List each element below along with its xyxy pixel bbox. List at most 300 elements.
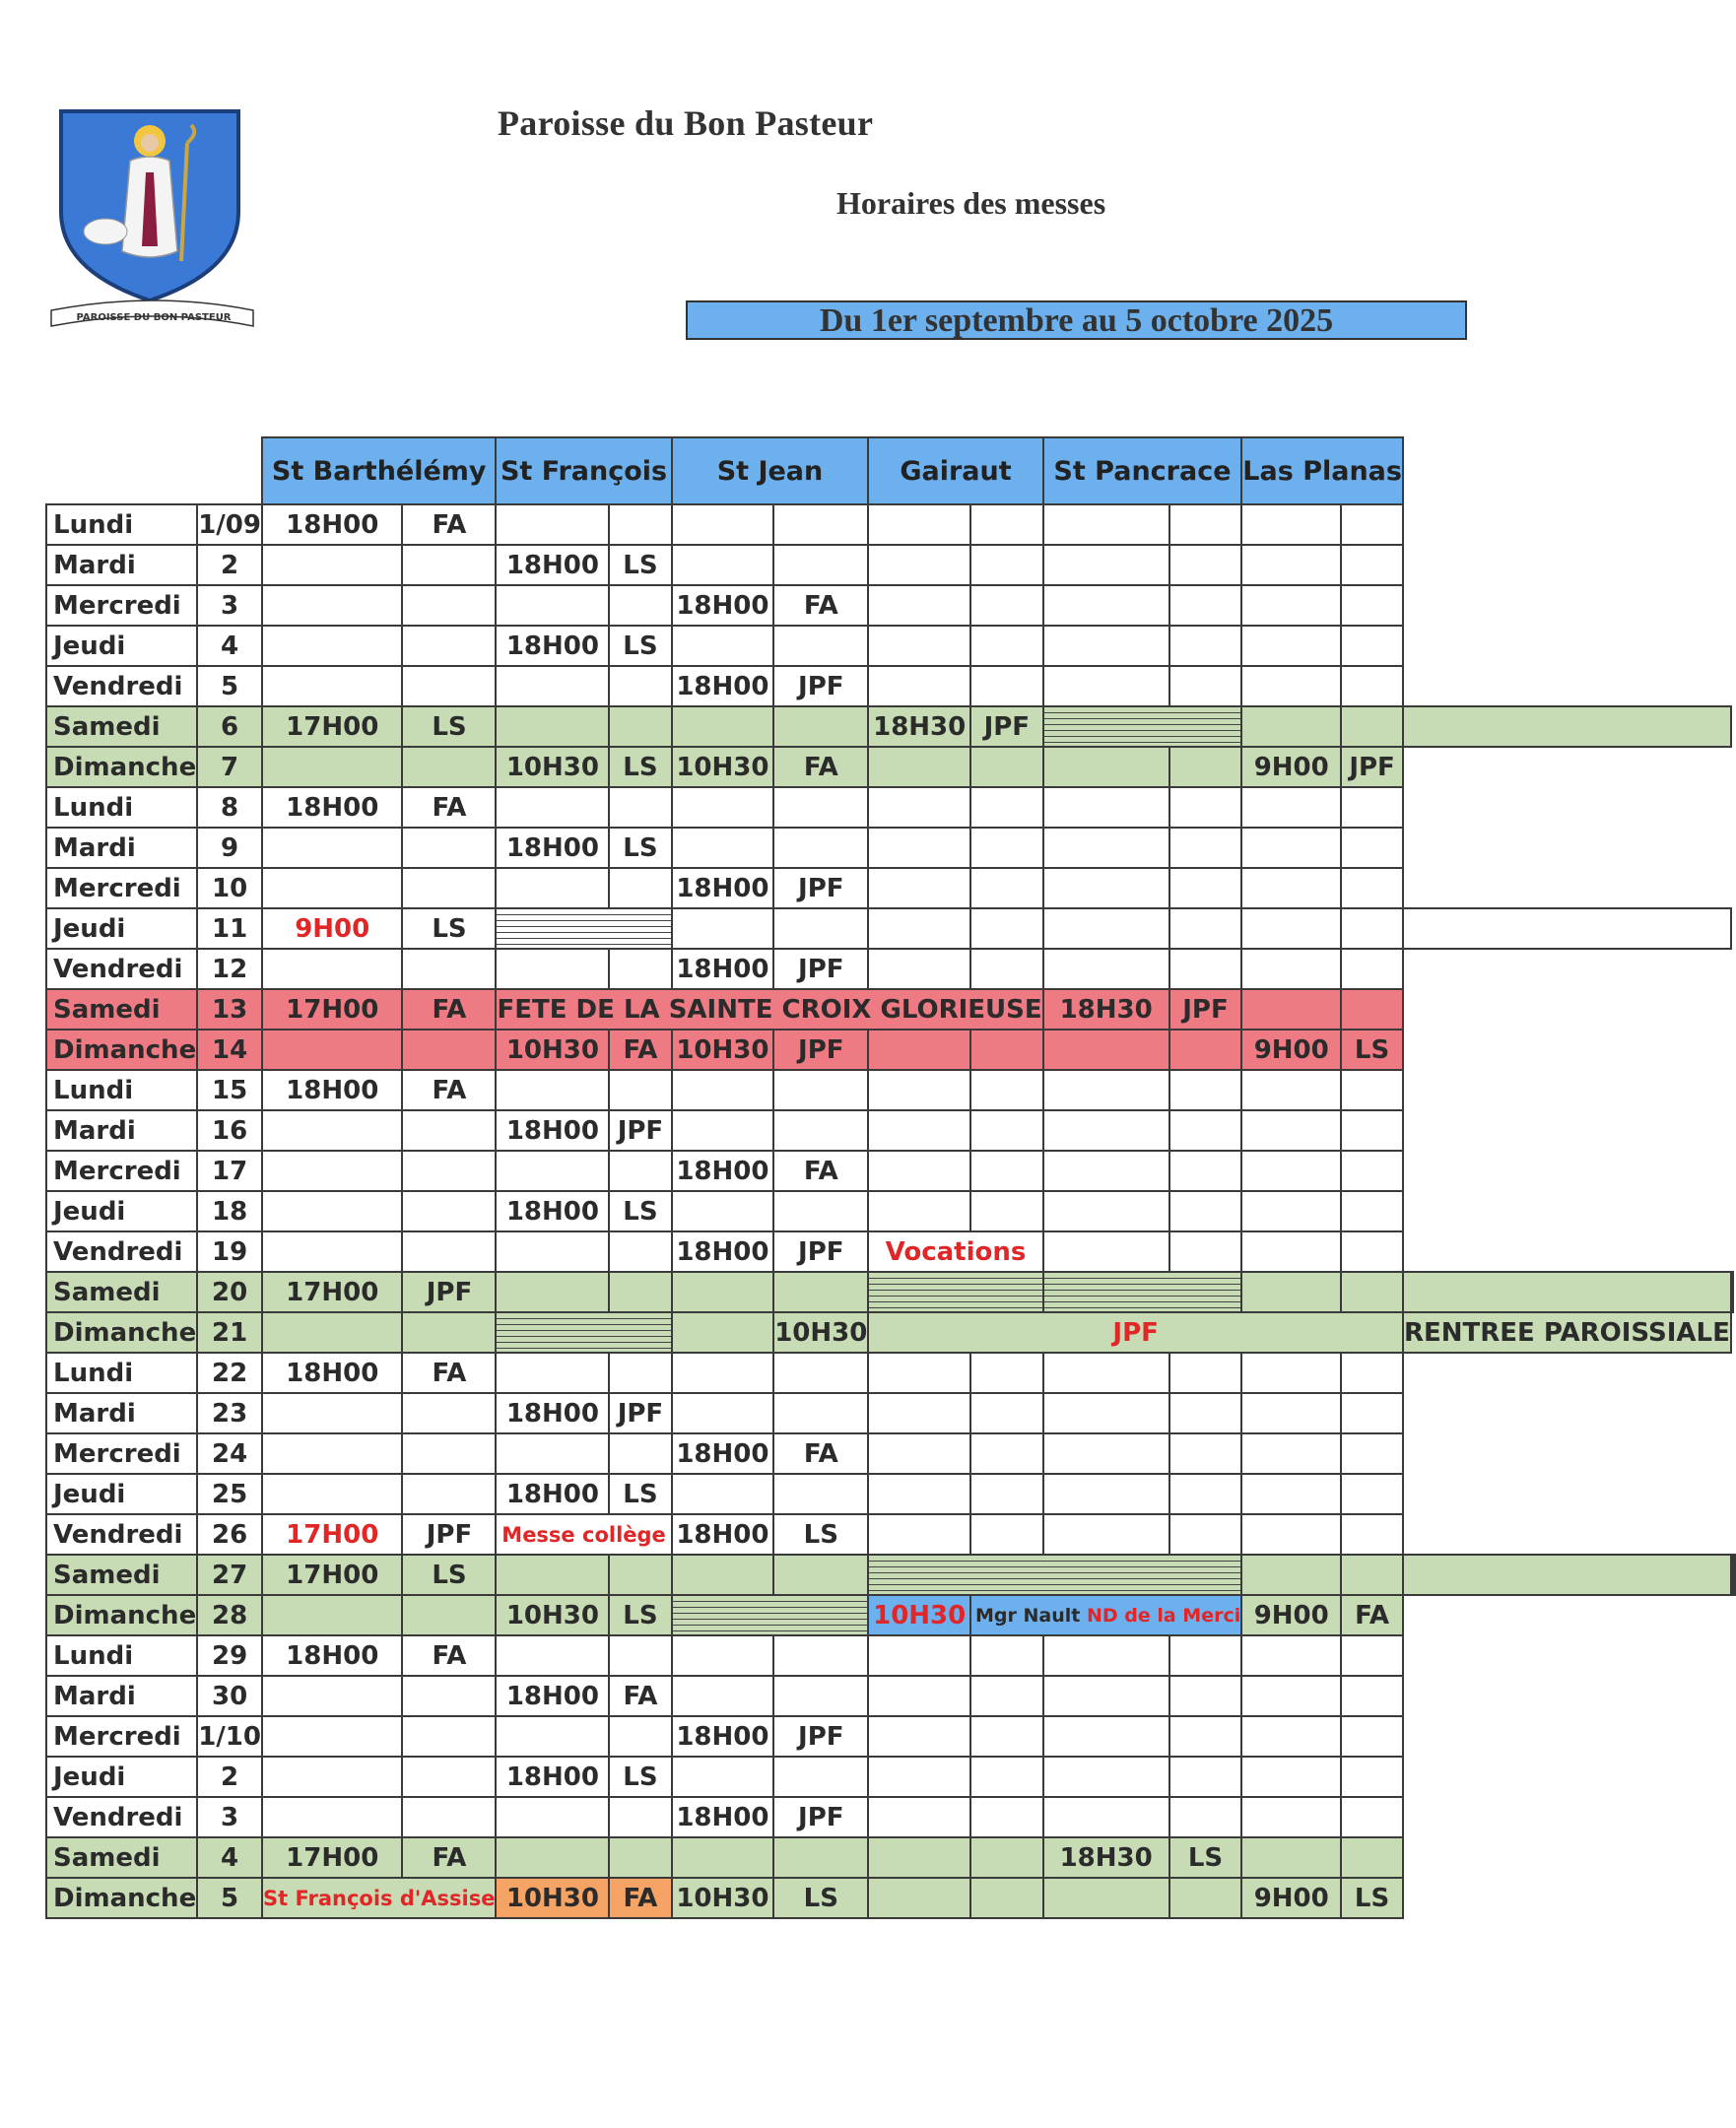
schedule-cell <box>1241 545 1341 585</box>
schedule-row <box>46 1030 1735 1070</box>
schedule-cell <box>496 1433 609 1474</box>
schedule-cell <box>1169 545 1242 585</box>
schedule-cell <box>1241 1353 1341 1393</box>
schedule-cell <box>496 908 671 949</box>
day-name: Vendredi <box>46 1797 197 1837</box>
schedule-cell: LS <box>773 1514 868 1555</box>
schedule-cell <box>1341 1716 1403 1757</box>
day-date: 26 <box>197 1514 262 1555</box>
day-date: 2 <box>197 545 262 585</box>
schedule-cell <box>609 1797 671 1837</box>
schedule-cell <box>1241 666 1341 706</box>
day-name: Samedi <box>46 706 197 747</box>
schedule-cell: 18H00 <box>496 1191 609 1231</box>
day-date: 8 <box>197 787 262 828</box>
schedule-cell <box>1241 949 1341 989</box>
schedule-cell <box>1341 1757 1403 1797</box>
schedule-cell <box>1241 1433 1341 1474</box>
day-name: Samedi <box>46 1555 197 1595</box>
schedule-cell <box>496 1231 609 1272</box>
schedule-cell <box>1169 1676 1242 1716</box>
schedule-cell <box>1241 868 1341 908</box>
schedule-cell <box>402 1797 496 1837</box>
day-date: 19 <box>197 1231 262 1272</box>
schedule-cell <box>970 1878 1043 1918</box>
schedule-cell: FA <box>402 787 496 828</box>
schedule-cell: LS <box>609 626 671 666</box>
schedule-cell: 18H30 <box>1043 989 1169 1030</box>
schedule-cell <box>1169 504 1242 545</box>
schedule-cell <box>773 1191 868 1231</box>
schedule-cell: FA <box>773 585 868 626</box>
schedule-cell: 18H00 <box>672 1433 774 1474</box>
schedule-cell <box>970 504 1043 545</box>
schedule-cell <box>609 666 671 706</box>
day-name: Jeudi <box>46 1191 197 1231</box>
schedule-cell <box>1341 1151 1403 1191</box>
schedule-row <box>46 1151 1735 1191</box>
schedule-cell <box>1341 1231 1403 1272</box>
day-date: 12 <box>197 949 262 989</box>
schedule-cell <box>1341 1635 1403 1676</box>
schedule-cell <box>1169 1878 1242 1918</box>
schedule-cell: JPF <box>609 1110 671 1151</box>
schedule-cell <box>1341 1353 1403 1393</box>
schedule-cell <box>1341 868 1403 908</box>
schedule-cell <box>868 1353 970 1393</box>
schedule-cell <box>1241 1555 1341 1595</box>
schedule-cell: 17H00 <box>262 1837 403 1878</box>
schedule-cell <box>1169 1474 1242 1514</box>
schedule-cell <box>1043 585 1169 626</box>
schedule-cell <box>1169 1030 1242 1070</box>
day-date: 30 <box>197 1676 262 1716</box>
celebrant-name: Mgr Nault <box>975 1604 1081 1627</box>
day-name: Mercredi <box>46 1716 197 1757</box>
day-date: 6 <box>197 706 262 747</box>
day-name: Mardi <box>46 1110 197 1151</box>
schedule-cell <box>1043 828 1169 868</box>
schedule-cell <box>1169 1070 1242 1110</box>
header-blank <box>46 437 262 504</box>
schedule-cell <box>609 1272 671 1312</box>
schedule-cell <box>496 868 609 908</box>
day-date: 4 <box>197 1837 262 1878</box>
schedule-cell <box>496 666 609 706</box>
schedule-cell <box>970 949 1043 989</box>
schedule-cell <box>1043 1797 1169 1837</box>
schedule-cell: 18H00 <box>496 1757 609 1797</box>
schedule-row <box>46 1070 1735 1110</box>
schedule-cell <box>1403 908 1731 949</box>
schedule-cell <box>496 706 609 747</box>
schedule-cell <box>1169 1393 1242 1433</box>
church-header: Las Planas <box>1241 437 1403 504</box>
schedule-cell: FA <box>773 1433 868 1474</box>
schedule-cell <box>262 1474 403 1514</box>
schedule-cell <box>402 1191 496 1231</box>
schedule-row <box>46 1514 1735 1555</box>
day-name: Mercredi <box>46 585 197 626</box>
schedule-cell: FA <box>1341 1595 1403 1635</box>
schedule-cell <box>262 1676 403 1716</box>
schedule-cell: Vocations <box>868 1231 1042 1272</box>
schedule-cell <box>1169 1635 1242 1676</box>
day-name: Samedi <box>46 1837 197 1878</box>
schedule-cell <box>1341 1393 1403 1433</box>
schedule-row <box>46 908 1735 949</box>
schedule-cell: 18H00 <box>496 828 609 868</box>
day-date: 28 <box>197 1595 262 1635</box>
schedule-cell <box>496 1070 609 1110</box>
schedule-cell <box>496 1272 609 1312</box>
schedule-cell <box>496 1151 609 1191</box>
schedule-cell <box>1043 1110 1169 1151</box>
schedule-cell <box>609 1070 671 1110</box>
schedule-row <box>46 1393 1735 1433</box>
day-date: 3 <box>197 585 262 626</box>
schedule-cell <box>1341 787 1403 828</box>
schedule-cell <box>773 828 868 868</box>
schedule-cell <box>970 747 1043 787</box>
day-name: Mardi <box>46 828 197 868</box>
schedule-cell <box>868 949 970 989</box>
schedule-cell <box>1169 626 1242 666</box>
schedule-row <box>46 868 1735 908</box>
schedule-cell <box>1241 1231 1341 1272</box>
schedule-cell <box>1043 1070 1169 1110</box>
schedule-cell: FA <box>609 1878 671 1918</box>
schedule-cell: 18H00 <box>672 949 774 989</box>
schedule-cell <box>262 585 403 626</box>
schedule-cell: 9H00 <box>262 908 403 949</box>
schedule-cell <box>970 1110 1043 1151</box>
schedule-cell <box>1043 1231 1169 1272</box>
schedule-cell: LS <box>1341 1878 1403 1918</box>
schedule-row <box>46 1110 1735 1151</box>
schedule-cell <box>868 1393 970 1433</box>
schedule-cell <box>868 1070 970 1110</box>
schedule-cell <box>868 504 970 545</box>
schedule-cell <box>773 787 868 828</box>
schedule-cell <box>672 1555 774 1595</box>
schedule-cell <box>262 1757 403 1797</box>
schedule-cell <box>1241 1514 1341 1555</box>
schedule-cell <box>970 1393 1043 1433</box>
schedule-cell <box>672 1676 774 1716</box>
schedule-cell <box>1341 666 1403 706</box>
schedule-row <box>46 1635 1735 1676</box>
schedule-cell: 10H30 <box>496 747 609 787</box>
schedule-cell: 18H30 <box>1043 1837 1169 1878</box>
day-date: 1/10 <box>197 1716 262 1757</box>
schedule-cell <box>868 868 970 908</box>
schedule-cell: 18H00 <box>496 1110 609 1151</box>
schedule-cell <box>496 949 609 989</box>
schedule-cell <box>970 1070 1043 1110</box>
schedule-cell <box>262 1595 403 1635</box>
schedule-cell: 9H00 <box>1241 1595 1341 1635</box>
schedule-cell <box>773 1353 868 1393</box>
day-date: 1/09 <box>197 504 262 545</box>
schedule-cell <box>970 1635 1043 1676</box>
day-date: 7 <box>197 747 262 787</box>
schedule-cell <box>1043 1676 1169 1716</box>
schedule-cell: 17H00 <box>262 989 403 1030</box>
schedule-cell <box>672 1635 774 1676</box>
schedule-cell <box>496 1555 609 1595</box>
schedule-cell: 18H00 <box>262 504 403 545</box>
schedule-row <box>46 706 1735 747</box>
schedule-cell <box>672 706 774 747</box>
schedule-cell <box>609 949 671 989</box>
schedule-cell <box>1043 626 1169 666</box>
day-date: 15 <box>197 1070 262 1110</box>
schedule-row <box>46 1474 1735 1514</box>
schedule-cell <box>1169 1716 1242 1757</box>
schedule-cell <box>1241 1191 1341 1231</box>
schedule-cell <box>1341 1474 1403 1514</box>
schedule-cell <box>1403 1272 1731 1312</box>
schedule-cell <box>1241 828 1341 868</box>
schedule-row <box>46 1353 1735 1393</box>
schedule-cell: 18H00 <box>262 1635 403 1676</box>
schedule-cell: 10H30 <box>773 1312 868 1353</box>
schedule-cell <box>773 1635 868 1676</box>
schedule-cell: JPF <box>970 706 1043 747</box>
schedule-cell <box>262 1110 403 1151</box>
schedule-cell <box>773 545 868 585</box>
schedule-cell <box>868 787 970 828</box>
day-name: Lundi <box>46 1353 197 1393</box>
schedule-cell <box>402 1110 496 1151</box>
schedule-cell: FETE DE LA SAINTE CROIX GLORIEUSE <box>496 989 1042 1030</box>
schedule-cell <box>672 1191 774 1231</box>
schedule-cell <box>1169 1797 1242 1837</box>
schedule-cell <box>609 1635 671 1676</box>
schedule-cell: JPF <box>773 1231 868 1272</box>
schedule-cell <box>868 1514 970 1555</box>
schedule-cell <box>262 1716 403 1757</box>
schedule-row <box>46 1272 1735 1312</box>
schedule-cell <box>262 1797 403 1837</box>
schedule-cell <box>609 1555 671 1595</box>
schedule-cell <box>970 1837 1043 1878</box>
day-date: 22 <box>197 1353 262 1393</box>
day-name: Vendredi <box>46 1231 197 1272</box>
schedule-row <box>46 1797 1735 1837</box>
schedule-cell <box>868 1110 970 1151</box>
schedule-cell <box>1043 706 1242 747</box>
schedule-cell <box>773 1070 868 1110</box>
day-date: 16 <box>197 1110 262 1151</box>
schedule-cell <box>402 1676 496 1716</box>
schedule-cell <box>1241 787 1341 828</box>
schedule-cell <box>1341 1272 1403 1312</box>
schedule-cell <box>970 1595 1241 1635</box>
celebration-place: ND de la Merci <box>1086 1604 1241 1627</box>
schedule-cell <box>672 504 774 545</box>
schedule-cell <box>496 787 609 828</box>
schedule-cell: 18H00 <box>672 1514 774 1555</box>
schedule-cell <box>1241 1837 1341 1878</box>
schedule-cell <box>970 1716 1043 1757</box>
day-date: 21 <box>197 1312 262 1353</box>
schedule-cell <box>1241 1797 1341 1837</box>
schedule-cell <box>1241 504 1341 545</box>
schedule-cell <box>868 1555 1241 1595</box>
schedule-row <box>46 626 1735 666</box>
schedule-cell <box>1733 1555 1735 1595</box>
day-date: 5 <box>197 666 262 706</box>
schedule-cell <box>1241 1272 1341 1312</box>
schedule-cell <box>1043 1151 1169 1191</box>
schedule-row <box>46 666 1735 706</box>
schedule-row <box>46 1191 1735 1231</box>
schedule-cell: LS <box>609 1474 671 1514</box>
page-title: Paroisse du Bon Pasteur <box>498 103 874 143</box>
schedule-cell <box>1241 585 1341 626</box>
schedule-cell <box>868 1716 970 1757</box>
schedule-cell <box>1043 1878 1169 1918</box>
schedule-cell: 18H00 <box>496 1676 609 1716</box>
schedule-cell <box>1169 949 1242 989</box>
schedule-cell: 18H00 <box>262 1353 403 1393</box>
schedule-cell <box>970 1151 1043 1191</box>
schedule-cell <box>1241 1716 1341 1757</box>
schedule-row <box>46 545 1735 585</box>
schedule-cell <box>1341 1110 1403 1151</box>
schedule-cell <box>1169 1757 1242 1797</box>
schedule-cell <box>1043 1191 1169 1231</box>
schedule-cell: 9H00 <box>1241 1030 1341 1070</box>
schedule-cell <box>773 504 868 545</box>
schedule-cell <box>868 1191 970 1231</box>
schedule-cell <box>402 1231 496 1272</box>
parish-crest <box>51 103 258 330</box>
schedule-cell: LS <box>609 1757 671 1797</box>
schedule-cell <box>262 545 403 585</box>
schedule-cell <box>609 706 671 747</box>
schedule-row <box>46 504 1735 545</box>
schedule-cell <box>970 787 1043 828</box>
crest-scroll-text: PAROISSE DU BON PASTEUR <box>76 312 232 323</box>
church-header: St François <box>496 437 671 504</box>
schedule-cell <box>672 1474 774 1514</box>
schedule-cell <box>1043 1635 1169 1676</box>
schedule-cell <box>868 1474 970 1514</box>
schedule-cell <box>1169 1514 1242 1555</box>
schedule-cell: 18H00 <box>672 1797 774 1837</box>
schedule-cell <box>1241 1757 1341 1797</box>
day-name: Mardi <box>46 545 197 585</box>
schedule-cell <box>868 666 970 706</box>
schedule-cell: 18H30 <box>868 706 970 747</box>
schedule-cell <box>773 706 868 747</box>
schedule-cell <box>672 545 774 585</box>
schedule-cell <box>672 787 774 828</box>
schedule-cell <box>262 666 403 706</box>
schedule-cell <box>1043 908 1169 949</box>
schedule-cell: 10H30 <box>672 747 774 787</box>
day-date: 23 <box>197 1393 262 1433</box>
schedule-cell <box>868 1837 970 1878</box>
schedule-cell: 18H00 <box>672 666 774 706</box>
schedule-cell <box>609 1151 671 1191</box>
schedule-cell: FA <box>773 747 868 787</box>
period-banner: Du 1er septembre au 5 octobre 2025 <box>686 300 1467 340</box>
schedule-cell <box>402 585 496 626</box>
schedule-cell <box>868 585 970 626</box>
schedule-cell <box>868 1433 970 1474</box>
schedule-cell: 17H00 <box>262 1514 403 1555</box>
schedule-cell <box>970 585 1043 626</box>
day-name: Mardi <box>46 1676 197 1716</box>
schedule-cell <box>1241 1474 1341 1514</box>
schedule-cell <box>1341 1433 1403 1474</box>
schedule-cell <box>1241 1070 1341 1110</box>
schedule-cell <box>402 1474 496 1514</box>
schedule-cell <box>1341 1676 1403 1716</box>
schedule-cell <box>1043 868 1169 908</box>
day-name: Mercredi <box>46 1151 197 1191</box>
church-header: St Pancrace <box>1043 437 1242 504</box>
schedule-cell: JPF <box>773 949 868 989</box>
schedule-cell: LS <box>609 1191 671 1231</box>
schedule-cell <box>773 1676 868 1716</box>
schedule-cell <box>773 1555 868 1595</box>
day-date: 9 <box>197 828 262 868</box>
day-name: Mercredi <box>46 1433 197 1474</box>
schedule-cell: 10H30 <box>672 1878 774 1918</box>
schedule-cell <box>1043 1757 1169 1797</box>
schedule-cell <box>402 626 496 666</box>
schedule-row <box>46 747 1735 787</box>
schedule-cell <box>1241 1635 1341 1676</box>
day-name: Jeudi <box>46 1757 197 1797</box>
schedule-row <box>46 1595 1735 1635</box>
day-name: Jeudi <box>46 626 197 666</box>
schedule-cell <box>609 504 671 545</box>
day-name: Dimanche <box>46 747 197 787</box>
schedule-cell <box>402 1595 496 1635</box>
day-date: 18 <box>197 1191 262 1231</box>
schedule-cell <box>262 1231 403 1272</box>
schedule-cell <box>609 1231 671 1272</box>
schedule-cell <box>868 828 970 868</box>
schedule-cell <box>970 908 1043 949</box>
schedule-cell <box>868 1878 970 1918</box>
day-name: Jeudi <box>46 908 197 949</box>
schedule-cell <box>496 1353 609 1393</box>
schedule-cell <box>672 828 774 868</box>
schedule-cell <box>1043 1716 1169 1757</box>
schedule-cell: 18H00 <box>672 868 774 908</box>
day-name: Lundi <box>46 1635 197 1676</box>
day-name: Dimanche <box>46 1030 197 1070</box>
schedule-cell: JPF <box>773 868 868 908</box>
schedule-cell <box>970 868 1043 908</box>
schedule-cell: 18H00 <box>496 1393 609 1433</box>
schedule-cell: 10H30 <box>496 1595 609 1635</box>
schedule-cell: JPF <box>773 1030 868 1070</box>
church-header: St Jean <box>672 437 869 504</box>
schedule-cell: FA <box>402 1635 496 1676</box>
schedule-cell <box>609 1837 671 1878</box>
schedule-cell <box>1241 1151 1341 1191</box>
schedule-cell: 18H00 <box>262 1070 403 1110</box>
schedule-cell: FA <box>402 1837 496 1878</box>
